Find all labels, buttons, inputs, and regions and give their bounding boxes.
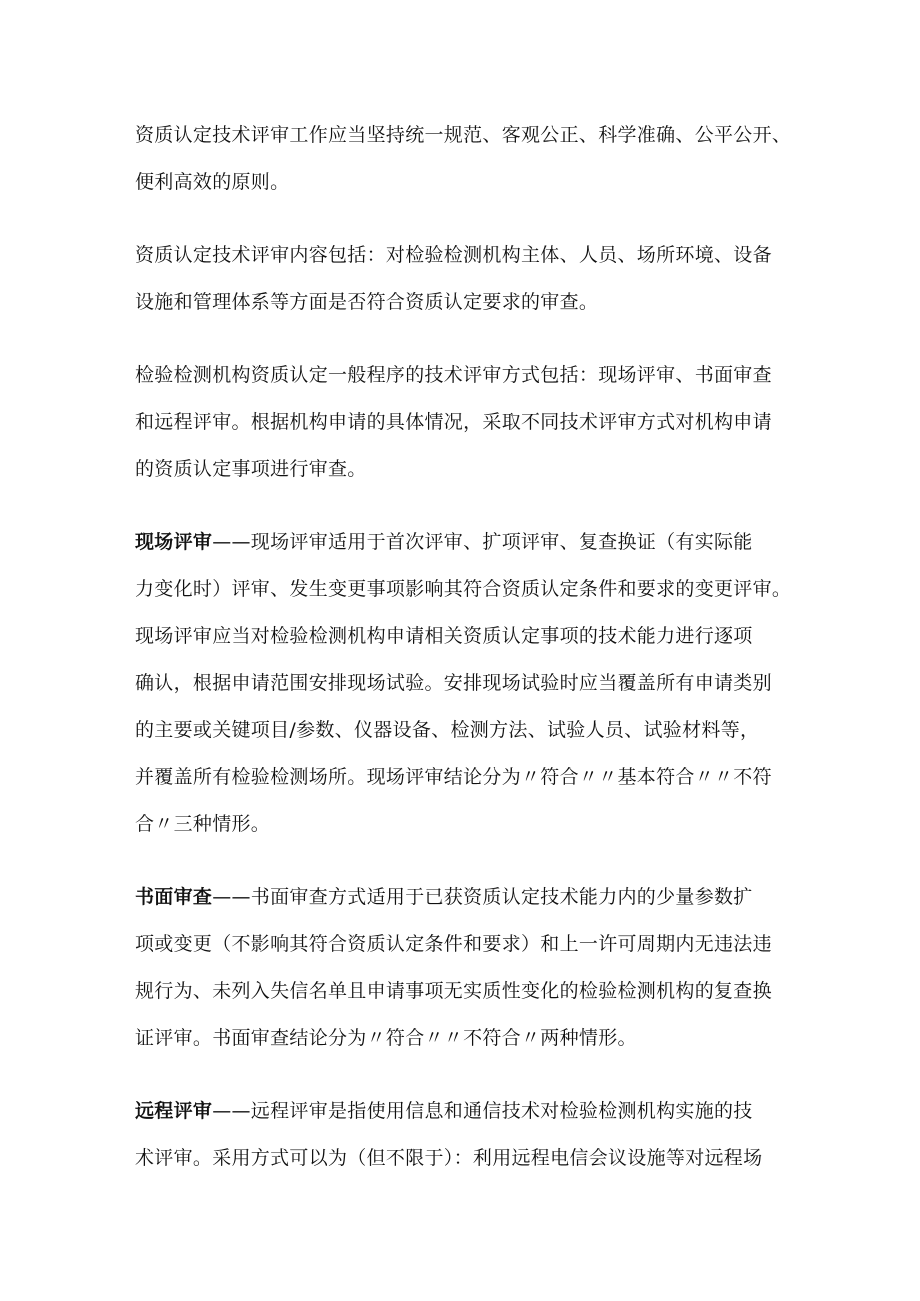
text-line: 合〃三种情形。 (135, 813, 271, 835)
paragraph-review-methods (135, 352, 815, 493)
text-line: 确认，根据申请范围安排现场试验。安排现场试验时应当覆盖所有申请类别 (135, 672, 772, 694)
text-line: 资质认定技术评审工作应当坚持统一规范、客观公正、科学准确、公平公开、 (135, 124, 792, 146)
paragraph-onsite-review (135, 519, 815, 848)
text-run: ——书面审查方式适用于已获资质认定技术能力内的少量参数扩 (212, 886, 753, 908)
text-line: 力变化时）评审、发生变更事项影响其符合资质认定条件和要求的变更评审。 (135, 578, 792, 600)
text-run: ——现场评审适用于首次评审、扩项评审、复查换证（有实际能 (212, 531, 753, 553)
text-line: 项或变更（不影响其符合资质认定条件和要求）和上一许可周期内无违法违 (135, 933, 772, 955)
paragraph-remote-review (135, 1088, 815, 1182)
text-run: ——远程评审是指使用信息和通信技术对检验检测机构实施的技 (212, 1100, 753, 1122)
text-line: 的资质认定事项进行审查。 (135, 458, 367, 480)
text-line: 证评审。书面审查结论分为〃符合〃〃不符合〃两种情形。 (135, 1027, 637, 1049)
paragraph-review-content (135, 232, 815, 326)
paragraph-review-principles (135, 112, 815, 206)
document-body (135, 112, 815, 1208)
text-line: 规行为、未列入失信名单且申请事项无实质性变化的检验检测机构的复查换 (135, 980, 772, 1002)
text-line (135, 874, 815, 921)
text-line: 现场评审应当对检验检测机构申请相关资质认定事项的技术能力进行逐项 (135, 625, 753, 647)
section-heading-onsite-review: 现场评审 (135, 531, 213, 553)
text-line: 术评审。采用方式可以为（但不限于）：利用远程电信会议设施等对远程场 (135, 1147, 763, 1169)
text-line: 并覆盖所有检验检测场所。现场评审结论分为〃符合〃〃基本符合〃〃不符 (135, 766, 772, 788)
text-line: 资质认定技术评审内容包括：对检验检测机构主体、人员、场所环境、设备 (135, 244, 772, 266)
text-line: 和远程评审。根据机构申请的具体情况，采取不同技术评审方式对机构申请 (135, 411, 772, 433)
text-line (135, 519, 815, 566)
section-heading-document-review: 书面审查 (135, 886, 213, 908)
text-line: 设施和管理体系等方面是否符合资质认定要求的审查。 (135, 291, 599, 313)
text-line (135, 1088, 815, 1135)
text-line: 的主要或关键项目/参数、仪器设备、检测方法、试验人员、试验材料等， (135, 719, 760, 741)
paragraph-document-review (135, 874, 815, 1062)
section-heading-remote-review: 远程评审 (135, 1100, 213, 1122)
text-line: 检验检测机构资质认定一般程序的技术评审方式包括：现场评审、书面审查 (135, 364, 772, 386)
text-line: 便利高效的原则。 (135, 171, 290, 193)
